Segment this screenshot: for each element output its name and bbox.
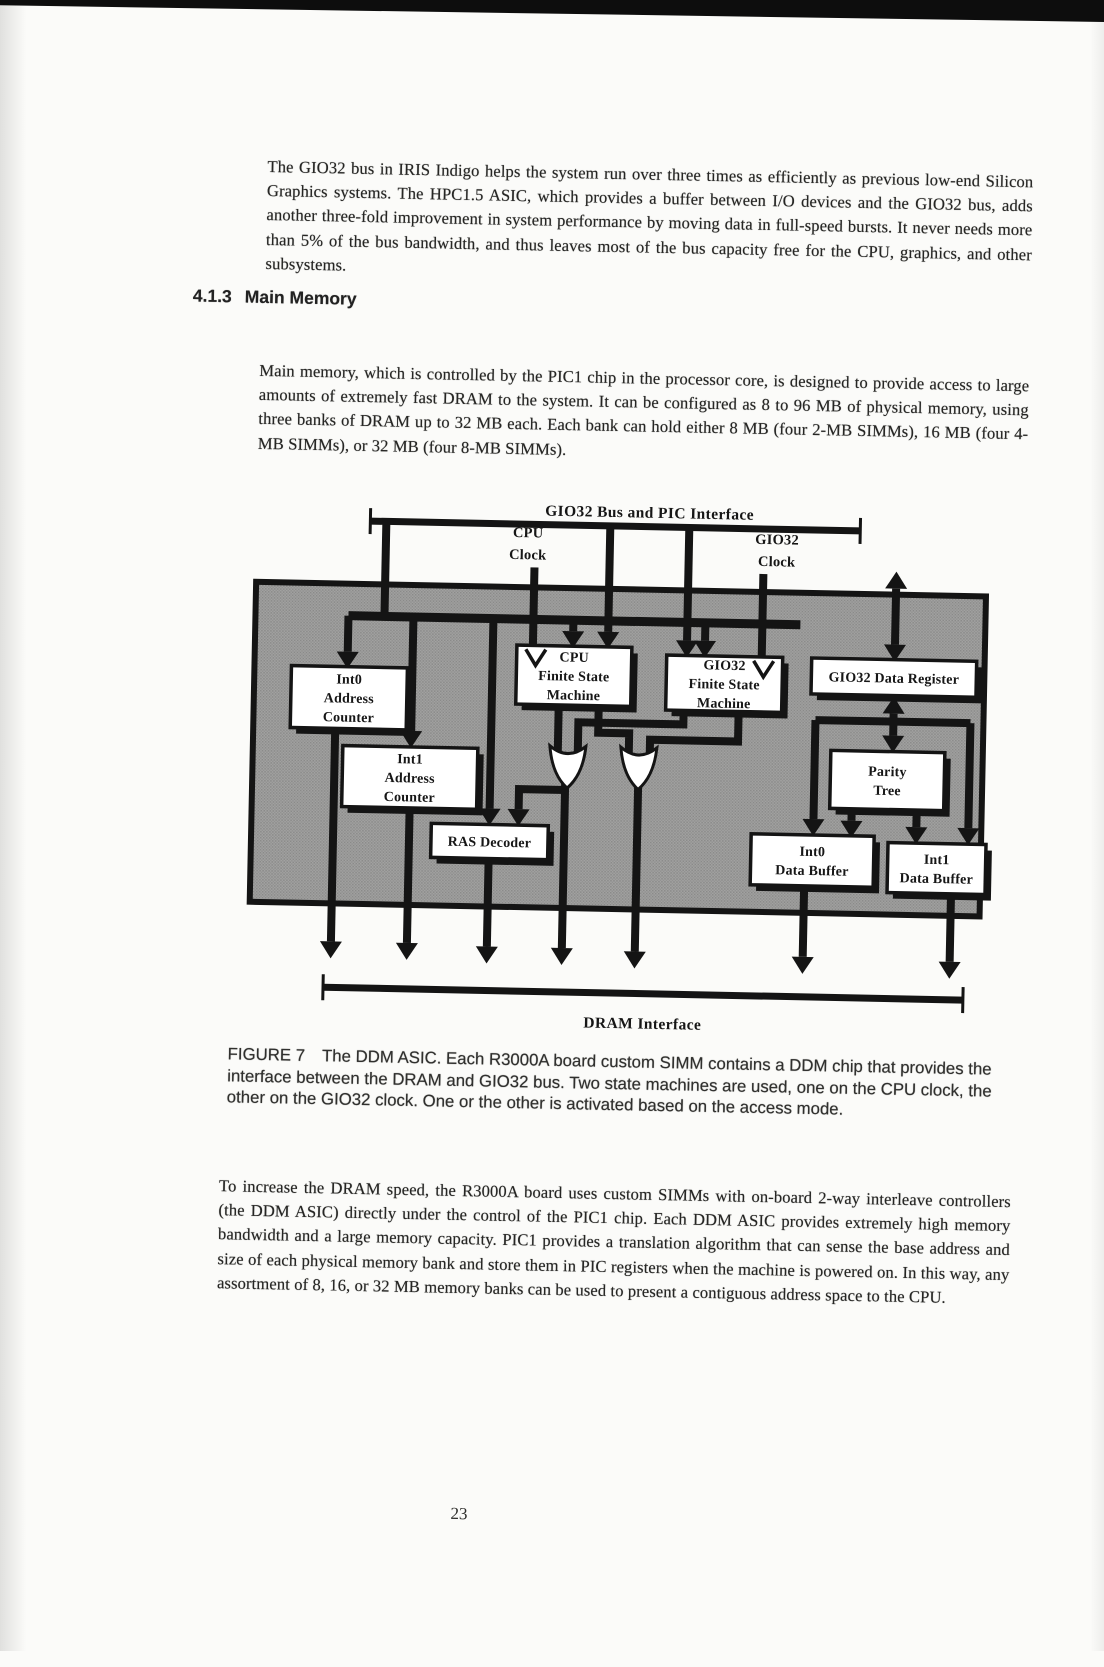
svg-text:GIO32 Data Register: GIO32 Data Register: [828, 670, 960, 688]
paragraph-gio32-bus: The GIO32 bus in IRIS Indigo helps the system run over three times as efficiently as previous low-end Silicon Graphics systems. The HPC1.5 ASIC, which provides a buffer between I/O devices and the GIO32 bus, adds another three-fold improvement in system performance by moving data in full-speed bursts. It never needs more than 5% of the bus bandwidth, and thus leaves most of the bus capacity free for the CPU, graphics, and other subsystems.: [265, 156, 1034, 275]
svg-text:DRAM Interface: DRAM Interface: [583, 1014, 702, 1034]
int1-address-counter: [342, 746, 484, 816]
svg-text:Finite State: Finite State: [538, 668, 610, 686]
svg-text:Tree: Tree: [873, 783, 901, 800]
figure-caption-label: FIGURE 7: [227, 1044, 306, 1065]
svg-text:Clock: Clock: [757, 553, 796, 571]
svg-text:Machine: Machine: [546, 688, 601, 705]
svg-text:GIO32: GIO32: [755, 531, 800, 549]
cpu-finite-state-machine: [516, 645, 638, 712]
paragraph-dram-speed: To increase the DRAM speed, the R3000A board uses custom SIMMs with on-board 2-way interleave controllers (the DDM ASIC) directly under the control of the PIC1 chip. Each DDM ASIC provides extremely high memory bandwidth and a large memory capacity. PIC1 provides a translation algorithm that can sense the base address and size of each physical memory bank and store them in PIC registers when the machine is powered on. In this way, any assortment of 8, 16, or 32 MB memory banks can be used to present a contiguous address space to the CPU.: [216, 1175, 1012, 1308]
paragraph-main-memory: Main memory, which is controlled by the PIC1 chip in the processor core, is designed to provide access to large amounts of extremely fast DRAM to the system. It can be configured as 8 to 96 MB of physical memory, using three banks of DRAM up to 32 MB each. Each bank can hold either 8 MB (four 2-MB SIMMs), 16 MB (four 4-MB SIMMs), or 32 MB (four 8-MB SIMMs).: [257, 360, 1030, 459]
svg-text:Parity: Parity: [868, 764, 907, 781]
svg-text:CPU: CPU: [512, 524, 544, 542]
svg-text:CPU: CPU: [559, 650, 589, 667]
svg-text:Int1: Int1: [923, 852, 950, 869]
svg-text:Counter: Counter: [383, 789, 436, 806]
svg-text:Int0: Int0: [336, 672, 363, 688]
gio32-data-register: [811, 658, 983, 703]
section-heading: [193, 285, 357, 309]
svg-text:Machine: Machine: [696, 696, 751, 713]
section-number: 4.1.3: [192, 285, 232, 307]
svg-text:Address: Address: [384, 770, 435, 787]
scan-edge-left: [0, 0, 26, 1651]
figure-caption-text: The DDM ASIC. Each R3000A board custom SIMM contains a DDM chip that provides the interface between the DRAM and GIO32 bus. Two state machines are used, one on the CPU clock, the other on the GIO32 clock. One or the other is activated based on the access mode.: [226, 1046, 992, 1119]
svg-text:RAS Decoder: RAS Decoder: [447, 834, 532, 852]
svg-text:Counter: Counter: [322, 710, 375, 727]
int0-data-buffer: [750, 834, 880, 894]
int1-data-buffer: [887, 843, 992, 901]
svg-text:Data Buffer: Data Buffer: [899, 871, 974, 888]
svg-text:Address: Address: [323, 691, 375, 708]
svg-text:Clock: Clock: [508, 546, 547, 564]
ras-decoder: [431, 823, 555, 865]
gio32-finite-state-machine: [666, 655, 789, 718]
ddm-asic-figure: [231, 462, 1015, 1077]
int0-address-counter: [290, 666, 413, 736]
page-number: 23: [450, 1503, 468, 1524]
svg-text:GIO32 Bus and PIC Interface: GIO32 Bus and PIC Interface: [544, 502, 755, 524]
parity-tree: [830, 750, 951, 816]
svg-text:Int1: Int1: [397, 752, 424, 768]
scan-edge-right: [1090, 0, 1104, 1651]
section-title: Main Memory: [244, 286, 357, 309]
svg-text:GIO32: GIO32: [703, 658, 746, 675]
svg-text:Int0: Int0: [799, 844, 826, 861]
svg-text:Data Buffer: Data Buffer: [775, 863, 849, 880]
svg-text:Finite State: Finite State: [688, 677, 760, 694]
ddm-asic-diagram: [231, 462, 1015, 1077]
